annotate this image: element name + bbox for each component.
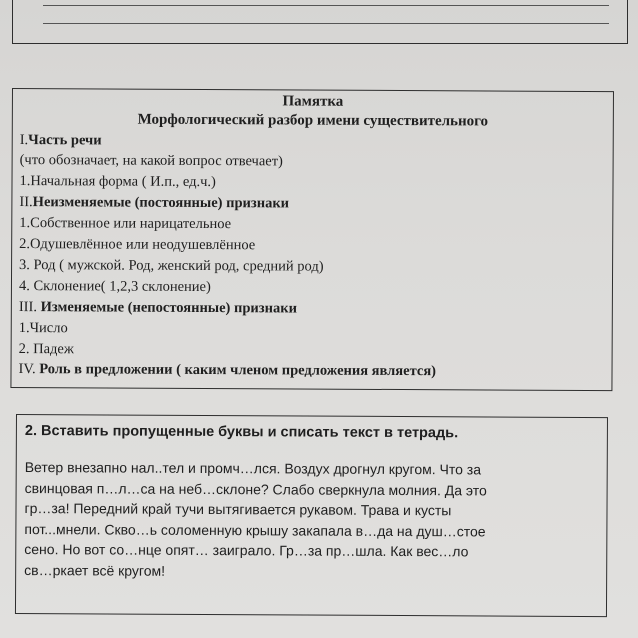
memo-line: 1.Начальная форма ( И.п., ед.ч.)	[19, 173, 216, 191]
top-writing-box	[12, 0, 628, 44]
task-text-line: Ветер внезапно нал..тел и промч…лся. Воздух дрогнул кругом. Что за	[24, 459, 482, 478]
memo-box	[10, 88, 614, 391]
memo-line: 1.Собственное или нарицательное	[19, 215, 232, 233]
memo-line: (что обозначает, на какой вопрос отвечает)	[19, 152, 283, 170]
task-text	[24, 457, 605, 583]
task-box	[15, 414, 608, 617]
task-text-line: сено. Но вот со…нце опят… заиграло. Гр…за пр…шла. Как вес…ло	[24, 541, 469, 560]
memo-subtitle: Морфологический разбор имени существительного	[137, 111, 489, 130]
task-text-line: пот...мнели. Скво…ь соломенную крышу закапала в…да на душ…стое	[24, 520, 486, 539]
task-text-line: свинцовая п…л…са на неб…склоне? Слабо сверкнула молния. Да это	[24, 479, 487, 498]
task-title: 2. Вставить пропущенные буквы и списать текст в тетрадь.	[24, 423, 459, 442]
memo-line: 2.Одушевлённое или неодушевлённое	[19, 236, 256, 254]
memo-title: Памятка	[282, 93, 344, 110]
task-text-line: гр…за! Передний край тучи вытягивается рукавом. Трава и кусты	[24, 500, 452, 519]
memo-line: 4. Склонение( 1,2,3 склонение)	[18, 278, 211, 296]
task-text-line: св…ркает всё кругом!	[24, 561, 166, 579]
memo-line: III. Изменяемые (непостоянные) признаки	[18, 299, 298, 317]
memo-line: 3. Род ( мужской. Род, женский род, средний род)	[19, 257, 324, 275]
memo-line: 1.Число	[18, 320, 68, 337]
memo-line: 2. Падеж	[18, 341, 74, 358]
memo-line: I.Часть речи	[19, 132, 102, 149]
memo-line: IV. Роль в предложении ( каким членом предложения является)	[18, 361, 437, 380]
memo-line: II.Неизменяемые (постоянные) признаки	[19, 194, 290, 212]
writing-line	[43, 23, 609, 24]
writing-line	[43, 5, 609, 6]
